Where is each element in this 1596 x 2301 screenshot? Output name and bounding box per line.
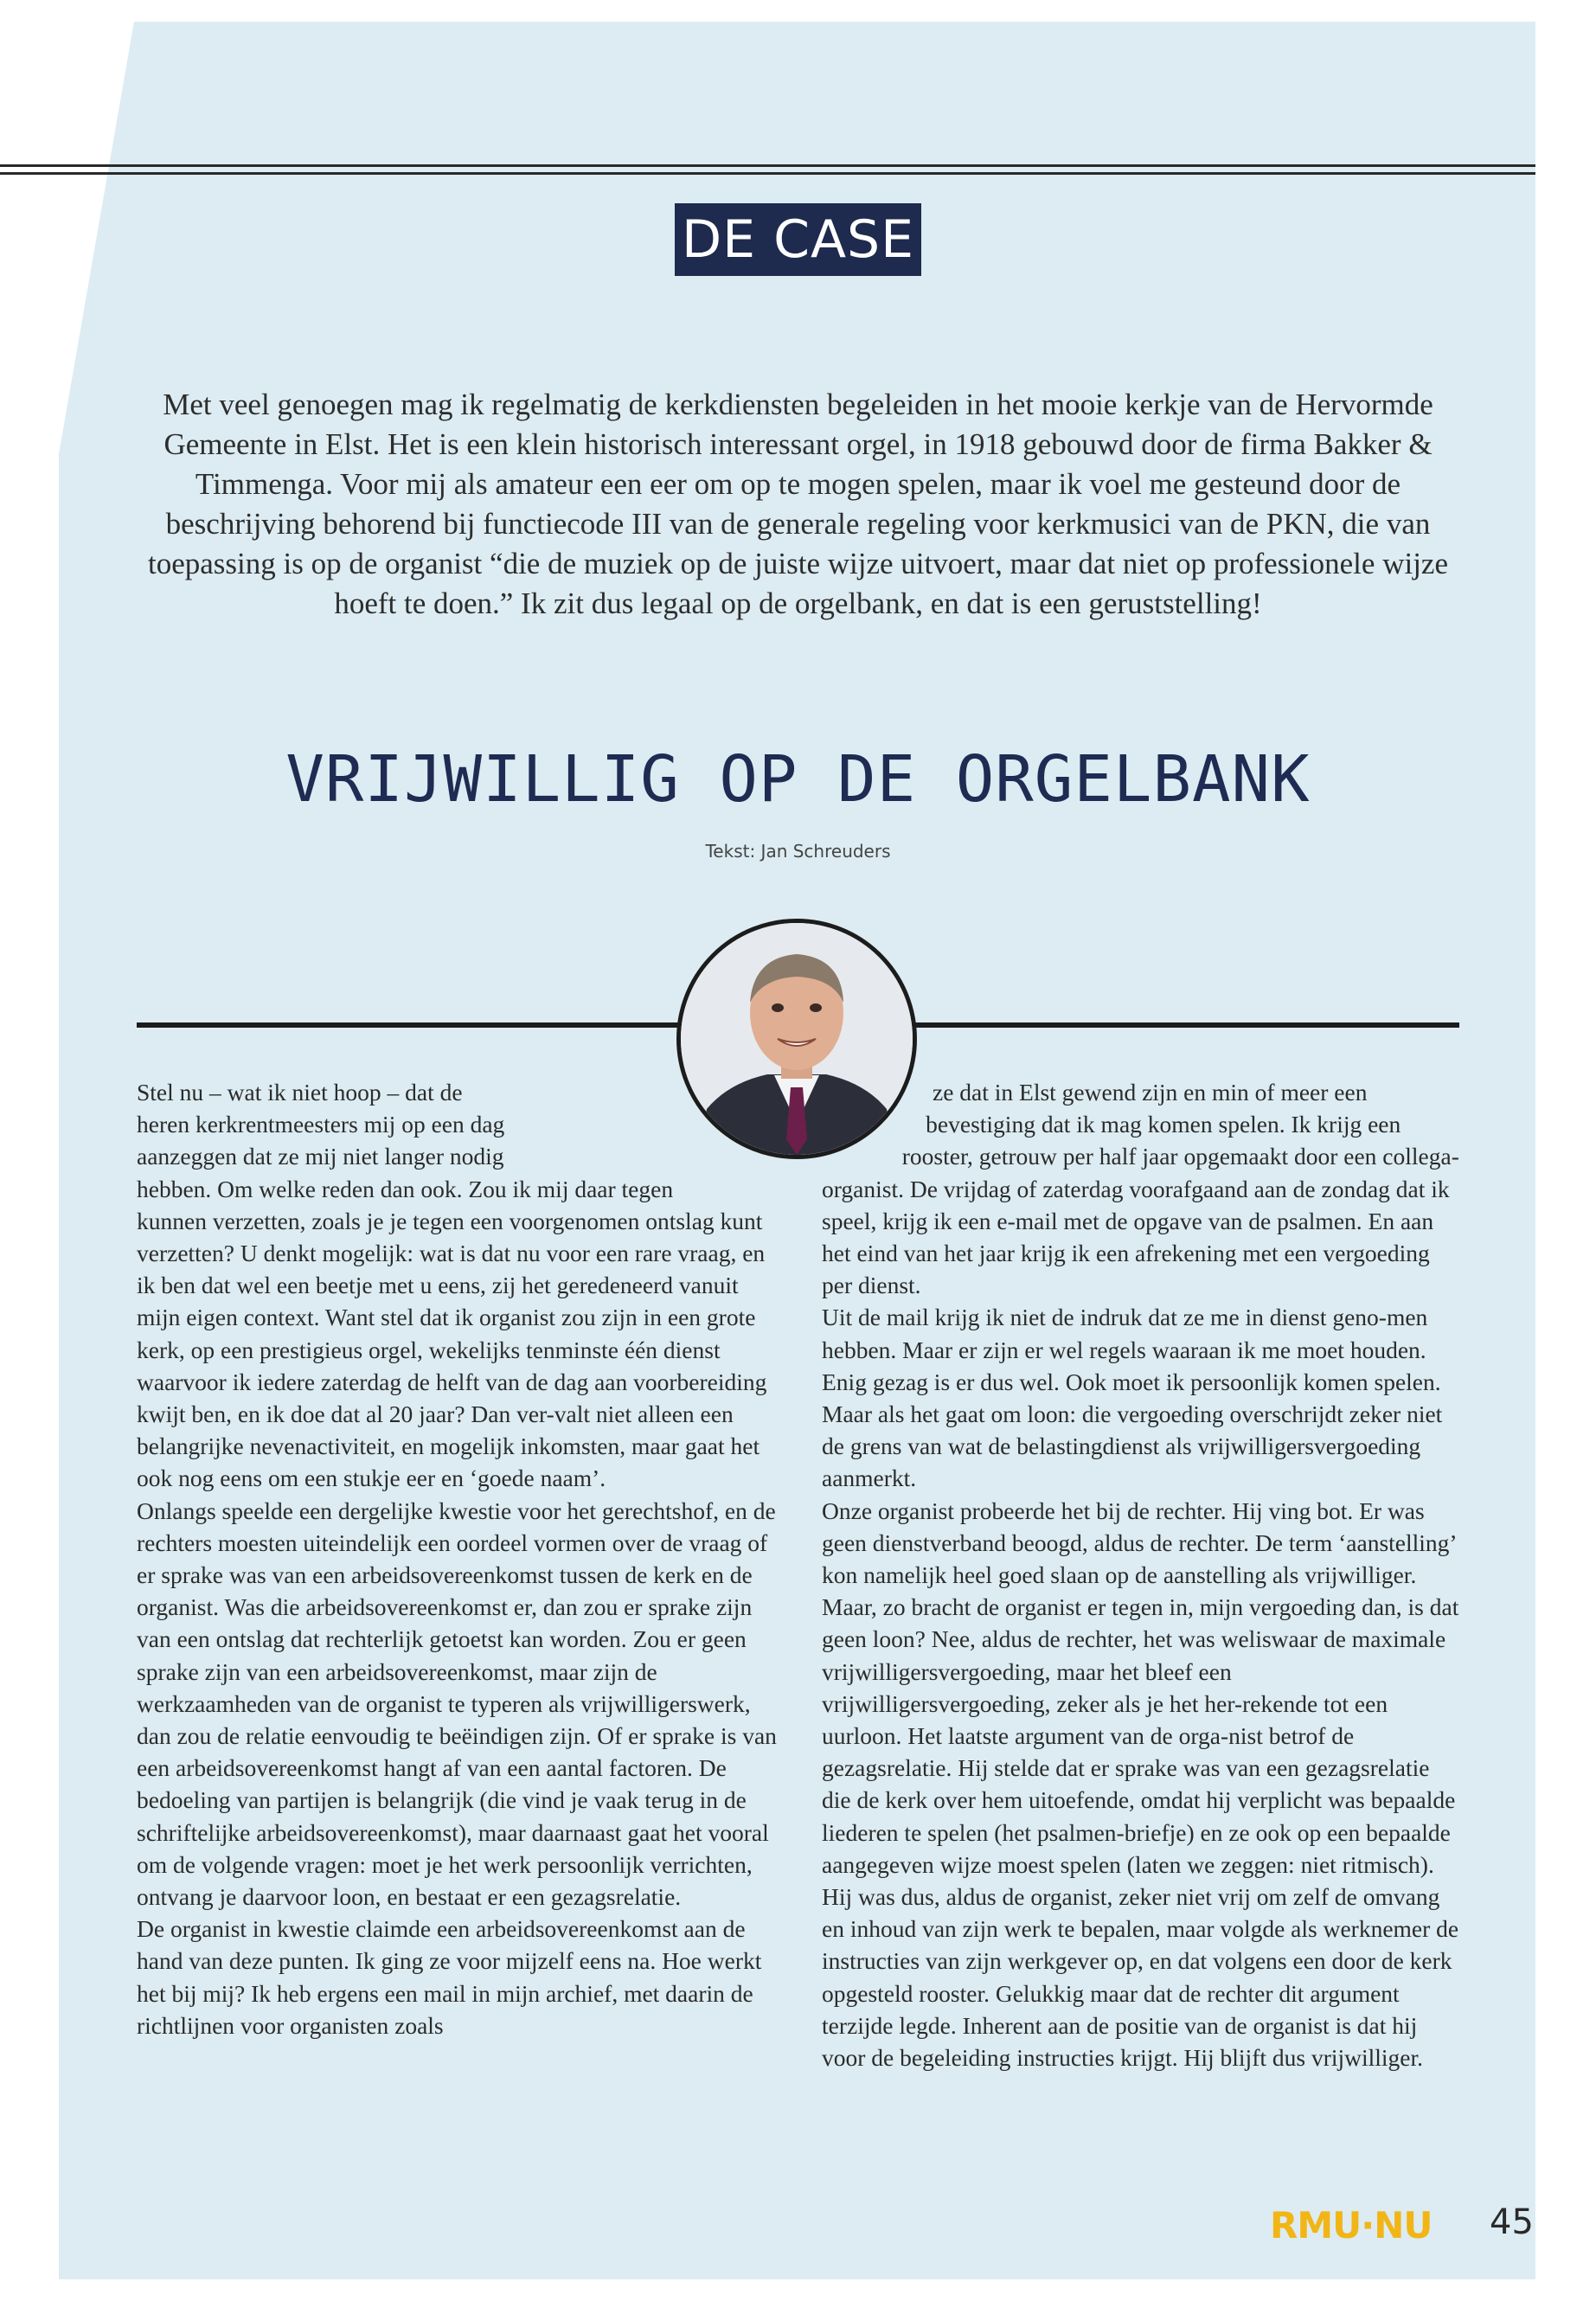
paragraph: De organist in kwestie claimde een arbeidsovereenkomst aan de hand van deze punten. Ik ging ze voor mijzelf eens na. Hoe werkt het bij mij? Ik heb ergens een mail in mijn archief, met daarin de richtlijnen voor organisten zoals (137, 1915, 762, 2039)
intro-paragraph: Met veel genoegen mag ik regelmatig de kerkdiensten begeleiden in het mooie kerkje van de Hervormde Gemeente in Elst. Het is een klein historisch interessant orgel, in 1918 gebouwd door de firma Bakker & Timmenga. Voor mij als amateur een eer om op te mogen spelen, maar ik voel me gesteund door de beschrijving behorend bij functiecode III van de generale regeling voor kerkmusici van de PKN, die van toepassing is op de organist “die de muziek op de juiste wijze uitvoert, maar dat niet op professionele wijze hoeft te doen.” Ik zit dus legaal op de orgelbank, en dat is een geruststelling! (148, 388, 1448, 620)
divider-left (137, 1022, 686, 1028)
article-column-right (822, 1076, 1462, 2073)
page-number: 45 (1490, 2202, 1534, 2242)
paragraph: ze dat in Elst gewend zijn en min of meer een bevestiging dat ik mag komen spelen. Ik krijg een rooster, getrouw per half jaar opgemaakt door een collega-organist. De vrijdag of zaterdag voorafgaand aan de zondag dat ik speel, krijg ik een e-mail met de opgave van de psalmen. En aan het eind van het jaar krijg ik een afrekening met een vergoeding per dienst. (822, 1079, 1459, 1299)
header-rules (0, 164, 1535, 175)
paragraph: Stel nu – wat ik niet hoop – dat de heren kerkrentmeesters mij op een dag aanzeggen dat ze mij niet langer nodig hebben. Om welke reden dan ook. Zou ik mij daar tegen kunnen verzetten, zoals je je tegen een voorgenomen ontslag kunt verzetten? U denkt mogelijk: wat is dat nu voor een rare vraag, en ik ben dat wel een beetje met u eens, zij het geredeneerd vanuit mijn eigen context. Want stel dat ik organist zou zijn in een grote kerk, op een prestigieus orgel, wekelijks tenminste één dienst waarvoor ik iedere zaterdag de helft van de dag aan voorbereiding kwijt ben, en ik doe dat al 20 jaar? Dan ver-valt niet alleen een belangrijke nevenactiviteit, en mogelijk inkomsten, maar gaat het ook nog eens om een stukje eer en ‘goede naam’. (137, 1079, 767, 1492)
paragraph: Onlangs speelde een dergelijke kwestie voor het gerechtshof, en de rechters moesten uiteindelijk een oordeel vormen over de vraag of er sprake was van een arbeidsovereenkomst tussen de kerk en de organist. Was die arbeidsovereenkomst er, dan zou er sprake zijn van een ontslag dat rechterlijk getoetst kan worden. Zou er geen sprake zijn van een arbeidsovereenkomst, maar zijn de werkzaamheden van de organist te typeren als vrijwilligerswerk, dan zou de relatie eenvoudig te beëindigen zijn. Of er sprake is van een arbeidsovereenkomst hangt af van een aantal factoren. De bedoeling van partijen is belangrijk (die vind je vaak terug in de schriftelijke arbeidsovereenkomst), maar daarnaast gaat het vooral om de volgende vragen: moet je het werk persoonlijk verrichten, ontvang je daarvoor loon, en bestaat er een gezagsrelatie. (137, 1497, 777, 1911)
paragraph: Onze organist probeerde het bij de rechter. Hij ving bot. Er was geen dienstverband beoogd, aldus de rechter. De term ‘aanstelling’ kon namelijk heel goed slaan op de aanstelling als vrijwilliger. Maar, zo bracht de organist er tegen in, mijn vergoeding dan, is dat geen loon? Nee, aldus de rechter, het was weliswaar de maximale vrijwilligersvergoeding, maar het bleef een vrijwilligersvergoeding, zeker als je het her-rekende tot een uurloon. Het laatste argument van de orga-nist betrof de gezagsrelatie. Hij stelde dat er sprake was van een gezagsrelatie die de kerk over hem uitoefende, omdat hij verplicht was bepaalde liederen te spelen (het psalmen-briefje) en ze ook op een bepaalde aangegeven wijze moest spelen (laten we zeggen: niet ritmisch). Hij was dus, aldus de organist, zeker niet vrij om zelf de omvang en inhoud van zijn werk te bepalen, maar volgde als werknemer de instructies van zijn werkgever op, en dat volgens een door de kerk opgesteld rooster. Gelukkig maar dat de rechter dit argument terzijde legde. Inherent aan de positie van de organist is dat hij voor de begeleiding instructies krijgt. Hij blijft dus vrijwilliger. (822, 1497, 1459, 2072)
divider-right (910, 1022, 1459, 1028)
publication-logo: RMU·NU (1270, 2204, 1433, 2247)
section-label: DE CASE (675, 203, 921, 276)
byline: Tekst: Jan Schreuders (705, 841, 891, 862)
article-column-left (137, 1076, 779, 2041)
paragraph: Uit de mail krijg ik niet de indruk dat ze me in dienst geno-men hebben. Maar er zijn er wel regels waaraan ik me moet houden. Enig gezag is er dus wel. Ook moet ik persoonlijk komen spelen. Maar als het gaat om loon: die vergoeding overschrijdt zeker niet de grens van wat de belastingdienst als vrijwilligersvergoeding aanmerkt. (822, 1304, 1443, 1492)
article-headline: VRIJWILLIG OP DE ORGELBANK (285, 742, 1311, 817)
